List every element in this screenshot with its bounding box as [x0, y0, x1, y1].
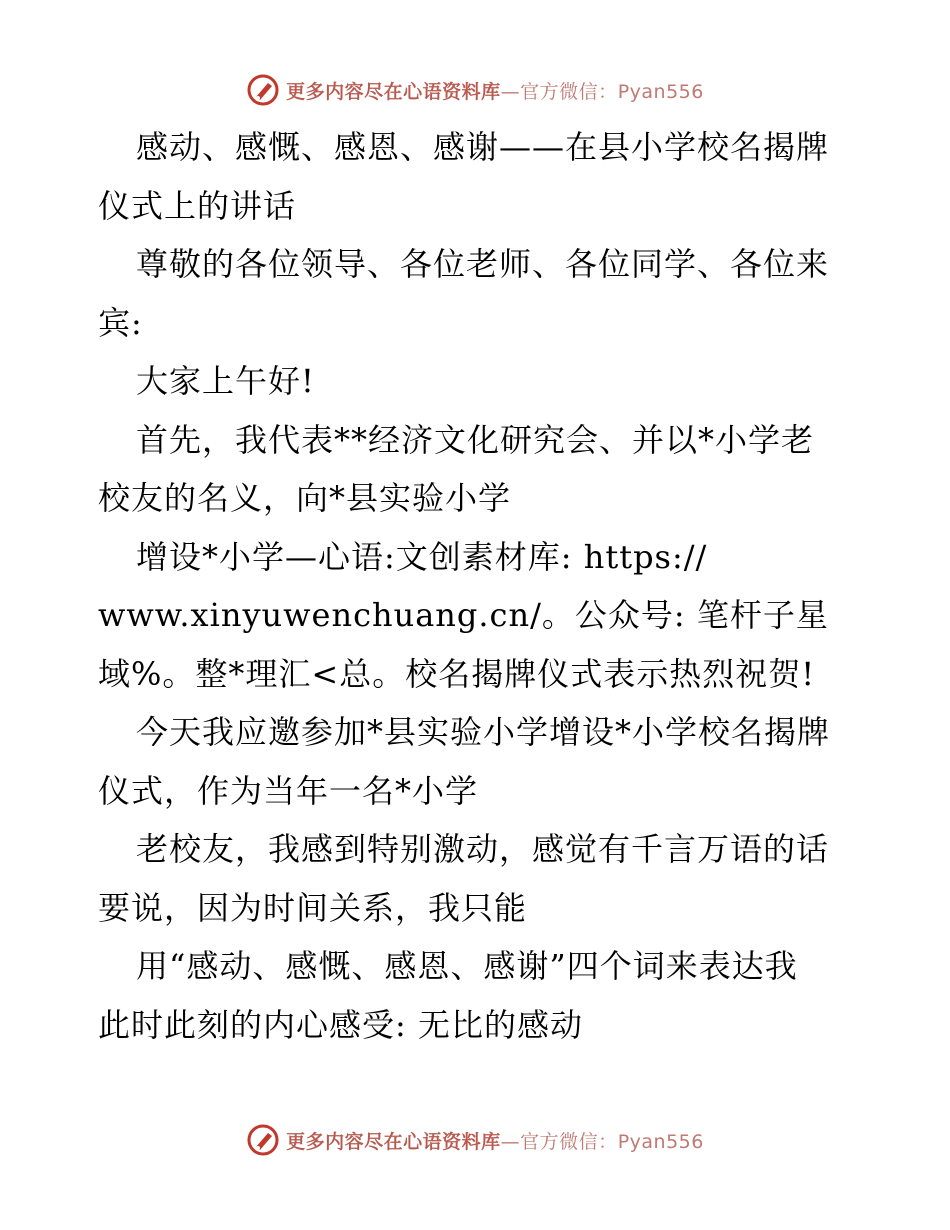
paragraph-line: 今天我应邀参加*县实验小学增设*小学校名揭牌: [136, 713, 831, 751]
paragraph-line: www.xinyuwenchuang.cn/。公众号: 笔杆子星: [98, 596, 829, 634]
paragraph-line: 用“感动、感慨、感恩、感谢”四个词来表达我: [136, 947, 798, 985]
greeting-line: 大家上午好!: [136, 362, 315, 400]
banner-dash: —: [500, 80, 521, 103]
paragraph-line: 仪式，作为当年一名*小学: [98, 771, 479, 810]
pen-logo-icon: [246, 73, 280, 107]
paragraph-line: 要说，因为时间关系，我只能: [98, 888, 528, 927]
salutation-line-1: 尊敬的各位领导、各位老师、各位同学、各位来: [136, 245, 830, 283]
document-title-line-1: 感动、感慨、感恩、感谢——在县小学校名揭牌: [136, 128, 830, 166]
document-title-line-2: 仪式上的讲话: [98, 186, 297, 225]
paragraph-line: 域%。整*理汇<总。校名揭牌仪式表示热烈祝贺!: [98, 654, 816, 693]
paragraph-line: 校友的名义，向*县实验小学: [98, 479, 512, 517]
banner-wechat-id: Pyan556: [617, 1130, 704, 1153]
document-body: [98, 118, 858, 1054]
banner-main-text: 更多内容尽在心语资料库: [286, 1130, 501, 1153]
footer-banner: [0, 1120, 950, 1160]
paragraph-line: 增设*小学—心语:文创素材库: https://: [136, 537, 708, 576]
banner-official-label: 官方微信：: [520, 80, 618, 103]
banner-dash: —: [500, 1130, 521, 1153]
banner-text: [286, 1127, 704, 1154]
pen-logo-icon: [246, 1123, 280, 1157]
paragraph-line: 首先，我代表**经济文化研究会、并以*小学老: [136, 420, 815, 459]
paragraph-line: 此时此刻的内心感受: 无比的感动: [98, 1005, 583, 1044]
banner-text: [286, 77, 704, 104]
header-banner: [0, 70, 950, 110]
banner-official-label: 官方微信：: [520, 1130, 618, 1153]
banner-main-text: 更多内容尽在心语资料库: [286, 80, 501, 103]
paragraph-line: 老校友，我感到特别激动，感觉有千言万语的话: [136, 830, 830, 868]
salutation-line-2: 宾:: [98, 303, 143, 342]
banner-wechat-id: Pyan556: [617, 80, 704, 103]
